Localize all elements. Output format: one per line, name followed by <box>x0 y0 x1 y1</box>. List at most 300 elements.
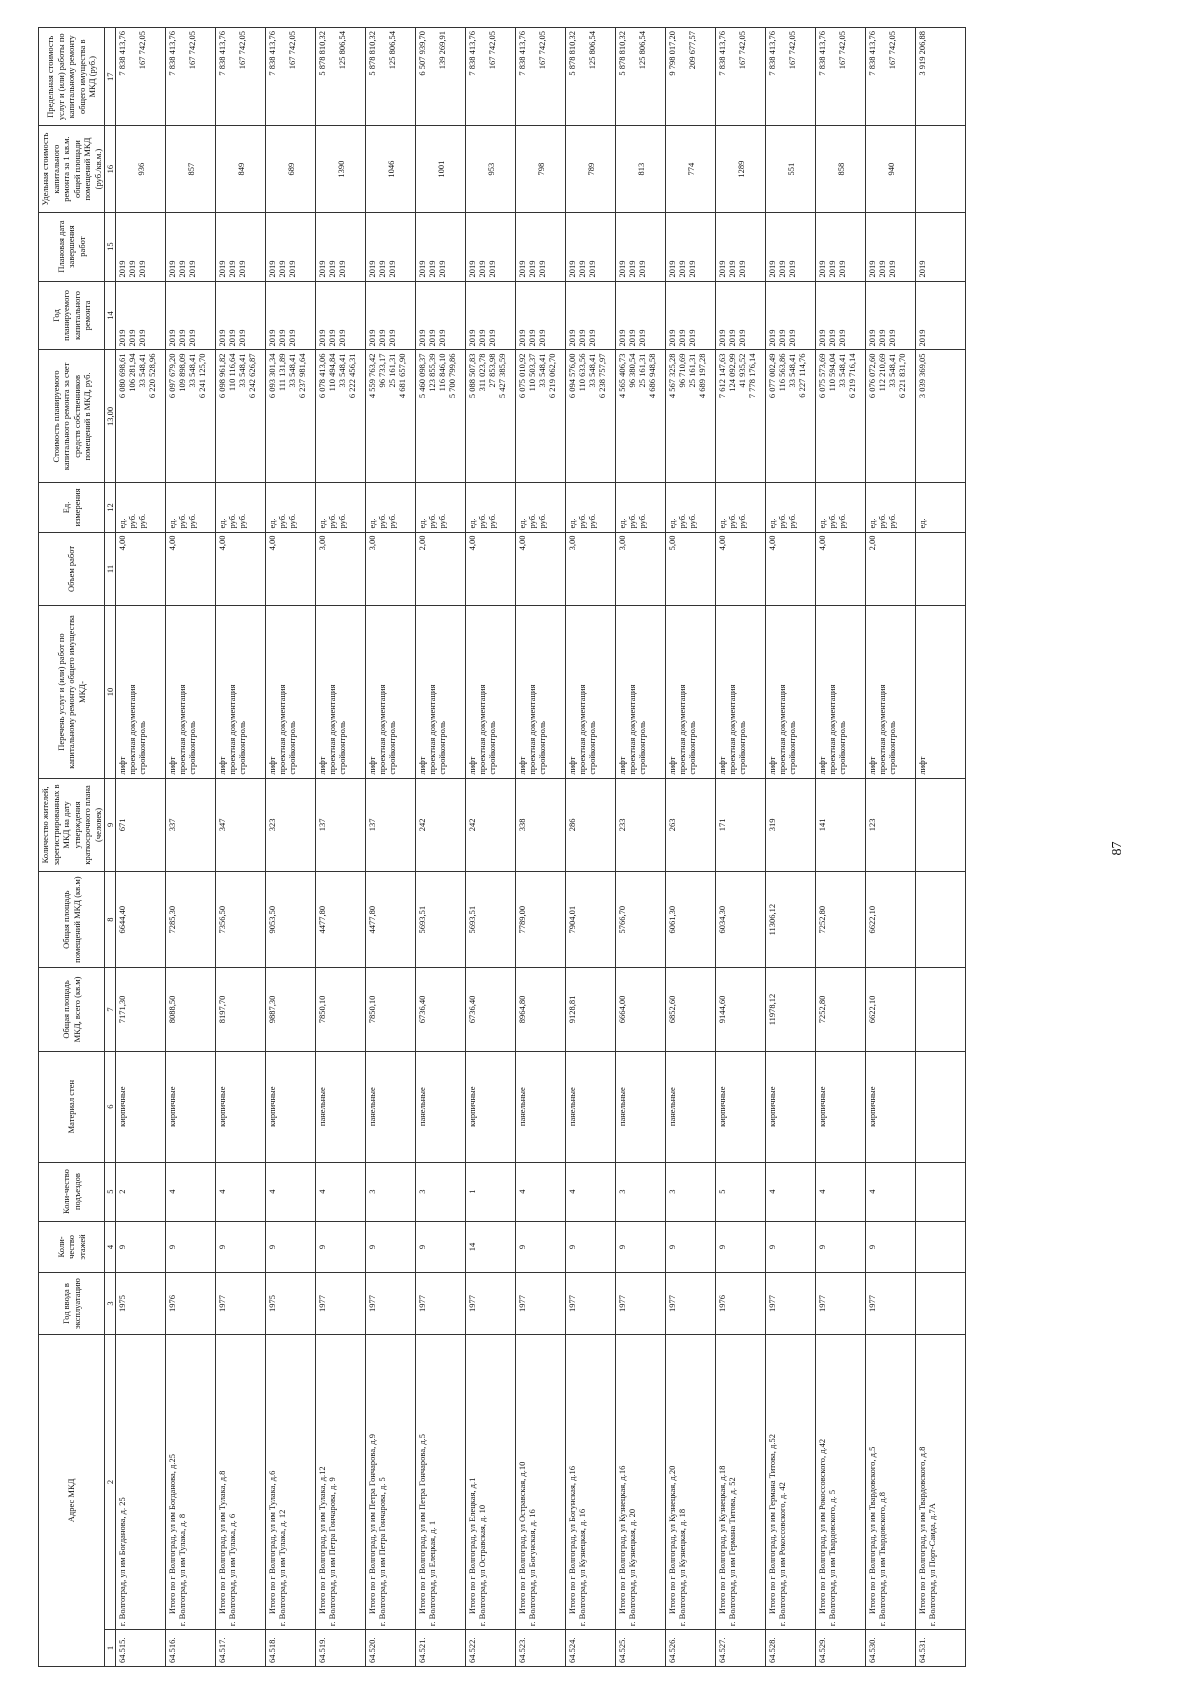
repair-year-item: 2019 <box>637 329 647 347</box>
unit-cost-value: 858 <box>835 162 846 176</box>
table-row <box>416 28 466 1667</box>
header-volume: Объем работ <box>39 532 105 606</box>
floors: 9 <box>266 1221 316 1273</box>
limit-item: 167 742,05 <box>487 31 497 70</box>
limit-item <box>677 31 687 123</box>
repair-year-item: 2019 <box>617 329 627 347</box>
repair-year-item: 2019 <box>527 329 537 347</box>
total-area: 9887,30 <box>266 968 316 1052</box>
completion-year-item: 2019 <box>387 260 397 278</box>
completion-year-item: 2019 <box>287 260 297 278</box>
completion-years <box>116 212 166 281</box>
unit-item: руб. <box>777 513 787 529</box>
completion-year-item: 2019 <box>617 260 627 278</box>
unit-cost <box>616 126 666 212</box>
limit-item <box>427 31 437 123</box>
limit-values <box>716 28 766 127</box>
work-item: лифт <box>717 756 727 775</box>
table-row <box>716 28 766 1667</box>
repair-year-item: 2019 <box>327 329 337 347</box>
limit-values <box>916 28 966 127</box>
entrances: 3 <box>616 1162 666 1221</box>
completion-year-item: 2019 <box>577 260 587 278</box>
completion-year-item: 2019 <box>437 260 447 278</box>
year-built: 1977 <box>766 1273 816 1335</box>
repair-years <box>866 281 916 350</box>
repair-year-item: 2019 <box>687 329 697 347</box>
work-volume: 2,00 <box>416 532 466 606</box>
cost-item: 6 098 961,82 <box>217 353 227 399</box>
work-item: проектная документация <box>177 684 187 775</box>
table-row <box>466 28 516 1667</box>
premises-area <box>916 872 966 968</box>
limit-item: 167 742,05 <box>737 31 747 70</box>
repair-year-item: 2019 <box>537 329 547 347</box>
address-cell <box>166 1334 216 1629</box>
cost-values <box>916 350 966 483</box>
unit-item: руб. <box>137 513 147 529</box>
work-item: стройконтроль <box>487 721 497 775</box>
work-volume: 4,00 <box>766 532 816 606</box>
repair-year-item: 2019 <box>577 329 587 347</box>
completion-year-item: 2019 <box>487 260 497 278</box>
work-item: лифт <box>567 756 577 775</box>
unit-item: ед. <box>317 518 327 529</box>
repair-years <box>916 281 966 350</box>
repair-years <box>416 281 466 350</box>
work-item: лифт <box>317 756 327 775</box>
floors: 9 <box>516 1221 566 1273</box>
cost-item: 6 093 301,34 <box>267 353 277 399</box>
repair-years <box>816 281 866 350</box>
cost-item: 33 548,41 <box>787 353 797 388</box>
unit-cost <box>866 126 916 212</box>
address-cell <box>316 1334 366 1629</box>
work-item: лифт <box>417 756 427 775</box>
repair-year-item: 2019 <box>337 329 347 347</box>
floors: 9 <box>416 1221 466 1273</box>
limit-item: 5 878 810,32 <box>317 31 327 76</box>
units <box>466 483 516 532</box>
year-built: 1977 <box>316 1273 366 1335</box>
work-volume: 4,00 <box>266 532 316 606</box>
unit-item: руб. <box>737 513 747 529</box>
page-number: 87 <box>1110 841 1125 856</box>
col-num: 13,00 <box>105 350 116 483</box>
work-item: стройконтроль <box>587 721 597 775</box>
limit-item: 209 677,57 <box>687 31 697 70</box>
work-item: проектная документация <box>677 684 687 775</box>
repair-year-item: 2019 <box>437 329 447 347</box>
unit-cost <box>466 126 516 212</box>
completion-year-item: 2019 <box>817 260 827 278</box>
unit-cost <box>816 126 866 212</box>
previous-total-label: Итого по г Волгоград, ул им Твардовского, д.5 <box>867 1446 877 1615</box>
unit-item: руб. <box>677 513 687 529</box>
repair-year-item: 2019 <box>587 329 597 347</box>
cost-item: 110 494,84 <box>327 353 337 392</box>
repair-year-item: 2019 <box>667 329 677 347</box>
wall-material: панельные <box>616 1051 666 1162</box>
limit-item: 167 742,05 <box>137 31 147 70</box>
cost-item: 106 281,94 <box>127 353 137 392</box>
wall-material: кирпичные <box>766 1051 816 1162</box>
limit-item: 167 742,05 <box>187 31 197 70</box>
unit-cost <box>516 126 566 212</box>
repair-year-item: 2019 <box>287 329 297 347</box>
header-works-list: Перечень услуг и (или) работ по капитальному ремонту общего имущества МКД- <box>39 606 105 778</box>
completion-year-item: 2019 <box>267 260 277 278</box>
unit-item: руб. <box>237 513 247 529</box>
cost-values <box>416 350 466 483</box>
work-volume <box>916 532 966 606</box>
table-row <box>866 28 916 1667</box>
work-item: лифт <box>817 756 827 775</box>
cost-item: 25 161,31 <box>687 353 697 388</box>
limit-values <box>316 28 366 127</box>
cost-values <box>816 350 866 483</box>
repair-year-item: 2019 <box>777 329 787 347</box>
limit-item: 5 878 810,32 <box>617 31 627 76</box>
repair-year-item: 2019 <box>277 329 287 347</box>
limit-item <box>577 31 587 123</box>
unit-cost-value: 953 <box>485 162 496 176</box>
completion-year-item: 2019 <box>337 260 347 278</box>
cost-item: 110 633,56 <box>577 353 587 392</box>
address-cell <box>516 1334 566 1629</box>
repair-year-item: 2019 <box>487 329 497 347</box>
col-num: 9 <box>105 778 116 872</box>
limit-item: 7 838 413,76 <box>867 31 877 76</box>
repair-year-item: 2019 <box>467 329 477 347</box>
repair-years <box>266 281 316 350</box>
row-number: 64.525. <box>616 1630 666 1667</box>
residents: 671 <box>116 778 166 872</box>
col-num: 11 <box>105 532 116 606</box>
address-cell <box>866 1334 916 1629</box>
completion-year-item: 2019 <box>517 260 527 278</box>
header-unit: Ед. измерения <box>39 483 105 532</box>
cost-item: 6 075 573,69 <box>817 353 827 399</box>
unit-cost <box>366 126 416 212</box>
row-number: 64.530. <box>866 1630 916 1667</box>
cost-item: 110 503,37 <box>527 353 537 392</box>
previous-total-label: Итого по г Волгоград, ул им Твардовского, д.8 <box>917 1446 927 1615</box>
work-item: проектная документация <box>427 684 437 775</box>
unit-cost-value: 849 <box>235 162 246 176</box>
unit-cost <box>216 126 266 212</box>
limit-item: 167 742,05 <box>537 31 547 70</box>
works-list <box>366 606 416 778</box>
work-item: лифт <box>267 756 277 775</box>
limit-item <box>777 31 787 123</box>
limit-item: 7 838 413,76 <box>167 31 177 76</box>
cost-total: 6 220 528,96 <box>147 353 157 399</box>
cost-item: 4 565 406,73 <box>617 353 627 399</box>
residents: 338 <box>516 778 566 872</box>
work-item: стройконтроль <box>537 721 547 775</box>
work-item: проектная документация <box>627 684 637 775</box>
residents: 263 <box>666 778 716 872</box>
limit-item: 125 806,54 <box>587 31 597 70</box>
total-area: 6736,40 <box>416 968 466 1052</box>
repair-year-item: 2019 <box>877 329 887 347</box>
repair-years <box>316 281 366 350</box>
premises-area: 6622,10 <box>866 872 916 968</box>
address-text: г. Волгоград, ул им Петра Гончарова, д. 9 <box>327 1477 337 1627</box>
limit-values <box>816 28 866 127</box>
floors: 9 <box>366 1221 416 1273</box>
total-area: 6852,60 <box>666 968 716 1052</box>
unit-item: ед. <box>267 518 277 529</box>
repair-year-item: 2019 <box>767 329 777 347</box>
limit-item <box>627 31 637 123</box>
limit-item: 3 919 206,88 <box>917 31 927 76</box>
unit-cost <box>766 126 816 212</box>
work-volume: 2,00 <box>866 532 916 606</box>
header-entrances: Коли-чество подъездов <box>39 1162 105 1221</box>
repair-year-item: 2019 <box>567 329 577 347</box>
unit-cost-value: 798 <box>535 162 546 176</box>
cost-values <box>716 350 766 483</box>
completion-year-item: 2019 <box>567 260 577 278</box>
address-text: г. Волгоград, ул Елецкая, д. 1 <box>427 1520 437 1627</box>
unit-item: руб. <box>527 513 537 529</box>
previous-total-label: Итого по г Волгоград, ул Кузнецкая, д.16 <box>617 1465 627 1615</box>
unit-cost <box>416 126 466 212</box>
wall-material: панельные <box>366 1051 416 1162</box>
completion-year-item: 2019 <box>427 260 437 278</box>
wall-material: панельные <box>416 1051 466 1162</box>
completion-year-item: 2019 <box>877 260 887 278</box>
unit-item: руб. <box>187 513 197 529</box>
address-text: г. Волгоград, ул им Тулака, д. 12 <box>277 1509 287 1627</box>
units <box>866 483 916 532</box>
address-cell <box>216 1334 266 1629</box>
floors: 9 <box>116 1221 166 1273</box>
address-text: г. Волгоград, ул им Тулака, д. 6 <box>227 1513 237 1627</box>
unit-item: ед. <box>767 518 777 529</box>
table-row <box>916 28 966 1667</box>
limit-item: 7 838 413,76 <box>267 31 277 76</box>
completion-year-item: 2019 <box>837 260 847 278</box>
completion-year-item: 2019 <box>227 260 237 278</box>
cost-total: 6 222 456,31 <box>347 353 357 399</box>
unit-item: руб. <box>827 513 837 529</box>
completion-year-item: 2019 <box>587 260 597 278</box>
completion-years <box>616 212 666 281</box>
completion-years <box>716 212 766 281</box>
year-built: 1975 <box>116 1273 166 1335</box>
row-number: 64.529. <box>816 1630 866 1667</box>
previous-total-label: Итого по г Волгоград, ул Елецкая, д.1 <box>467 1477 477 1615</box>
units <box>566 483 616 532</box>
cost-item: 6 076 072,60 <box>867 353 877 399</box>
work-volume: 4,00 <box>466 532 516 606</box>
work-item: лифт <box>767 756 777 775</box>
limit-item <box>477 31 487 123</box>
repair-year-item: 2019 <box>187 329 197 347</box>
limit-values <box>166 28 216 127</box>
address-text: г. Волгоград, ул им Рокоссовского, д. 42 <box>777 1482 787 1627</box>
premises-area: 7789,00 <box>516 872 566 968</box>
address-cell <box>616 1334 666 1629</box>
unit-item: руб. <box>277 513 287 529</box>
unit-cost-value: 940 <box>885 162 896 176</box>
repair-years <box>516 281 566 350</box>
wall-material: панельные <box>666 1051 716 1162</box>
cost-item: 6 075 010,92 <box>517 353 527 399</box>
unit-item: ед. <box>717 518 727 529</box>
completion-years <box>866 212 916 281</box>
col-num: 4 <box>105 1221 116 1273</box>
unit-cost-value: 774 <box>685 162 696 176</box>
entrances: 4 <box>866 1162 916 1221</box>
limit-item <box>727 31 737 123</box>
works-list <box>866 606 916 778</box>
col-num: 10 <box>105 606 116 778</box>
unit-item: руб. <box>327 513 337 529</box>
completion-year-item: 2019 <box>367 260 377 278</box>
residents: 123 <box>866 778 916 872</box>
cost-item: 33 548,41 <box>287 353 297 388</box>
work-item: проектная документация <box>327 684 337 775</box>
residents: 137 <box>316 778 366 872</box>
completion-years <box>916 212 966 281</box>
unit-item: ед. <box>417 518 427 529</box>
completion-year-item: 2019 <box>767 260 777 278</box>
unit-cost <box>166 126 216 212</box>
repair-year-item: 2019 <box>717 329 727 347</box>
cost-item: 110 594,04 <box>827 353 837 392</box>
repair-year-item: 2019 <box>227 329 237 347</box>
premises-area: 7904,01 <box>566 872 616 968</box>
table-row <box>266 28 316 1667</box>
completion-year-item: 2019 <box>237 260 247 278</box>
cost-item: 4 567 325,28 <box>667 353 677 399</box>
total-area: 8197,70 <box>216 968 266 1052</box>
total-area <box>916 968 966 1052</box>
cost-item: 33 548,41 <box>187 353 197 388</box>
completion-years <box>766 212 816 281</box>
total-area: 8964,80 <box>516 968 566 1052</box>
unit-item: руб. <box>687 513 697 529</box>
wall-material: кирпичные <box>716 1051 766 1162</box>
cost-values <box>666 350 716 483</box>
repair-years <box>216 281 266 350</box>
floors: 14 <box>466 1221 516 1273</box>
unit-item: ед. <box>867 518 877 529</box>
works-list <box>566 606 616 778</box>
work-item: лифт <box>167 756 177 775</box>
entrances: 4 <box>166 1162 216 1221</box>
repair-year-item: 2019 <box>177 329 187 347</box>
unit-item: ед. <box>667 518 677 529</box>
work-item: лифт <box>117 756 127 775</box>
cost-total: 7 778 176,14 <box>747 353 757 399</box>
repair-year-item: 2019 <box>787 329 797 347</box>
total-area: 7171,30 <box>116 968 166 1052</box>
repair-years <box>466 281 516 350</box>
year-built: 1977 <box>666 1273 716 1335</box>
address-cell <box>766 1334 816 1629</box>
row-number: 64.528. <box>766 1630 816 1667</box>
repair-year-item: 2019 <box>377 329 387 347</box>
cost-item: 3 039 369,05 <box>917 353 927 399</box>
unit-item: ед. <box>817 518 827 529</box>
works-list <box>316 606 366 778</box>
cost-item: 33 548,41 <box>587 353 597 388</box>
repair-year-item: 2019 <box>237 329 247 347</box>
cost-item: 6 078 413,06 <box>317 353 327 399</box>
year-built: 1977 <box>566 1273 616 1335</box>
cost-values <box>366 350 416 483</box>
work-item: проектная документация <box>227 684 237 775</box>
cost-item: 96 710,69 <box>677 353 687 388</box>
limit-item: 125 806,54 <box>637 31 647 70</box>
completion-year-item: 2019 <box>677 260 687 278</box>
row-number: 64.527. <box>716 1630 766 1667</box>
floors: 9 <box>166 1221 216 1273</box>
cost-item: 5 088 507,83 <box>467 353 477 399</box>
cost-item: 109 898,09 <box>177 353 187 392</box>
unit-cost-value: 857 <box>185 162 196 176</box>
completion-year-item: 2019 <box>787 260 797 278</box>
units <box>666 483 716 532</box>
col-num: 5 <box>105 1162 116 1221</box>
cost-item: 96 380,54 <box>627 353 637 388</box>
unit-item: руб. <box>577 513 587 529</box>
address-text: г. Волгоград, ул им Твардовского, д. 5 <box>827 1489 837 1627</box>
unit-item: ед. <box>467 518 477 529</box>
table-row <box>516 28 566 1667</box>
previous-total-label: Итого по г Волгоград, ул им Богданова, д.25 <box>167 1454 177 1615</box>
wall-material: кирпичные <box>866 1051 916 1162</box>
table-row <box>666 28 716 1667</box>
wall-material: кирпичные <box>116 1051 166 1162</box>
completion-year-item: 2019 <box>627 260 637 278</box>
header-repair-year: Год планируемого капитального ремонта <box>39 281 105 350</box>
limit-item: 7 838 413,76 <box>217 31 227 76</box>
cost-total: 6 242 626,87 <box>247 353 257 399</box>
address-text: г. Волгоград, ул им Германа Титова, д. 52 <box>727 1477 737 1627</box>
work-item: проектная документация <box>127 684 137 775</box>
header-residents: Количество жителей, зарегистрированных в МКД на дату утверждения краткосрочного плана (человек) <box>39 778 105 872</box>
completion-year-item: 2019 <box>667 260 677 278</box>
limit-item <box>277 31 287 123</box>
row-number: 64.524. <box>566 1630 616 1667</box>
repair-years <box>366 281 416 350</box>
unit-item: руб. <box>387 513 397 529</box>
cost-total: 4 689 197,28 <box>697 353 707 399</box>
limit-values <box>466 28 516 127</box>
work-item: стройконтроль <box>187 721 197 775</box>
cost-item: 116 846,10 <box>437 353 447 392</box>
unit-item: ед. <box>517 518 527 529</box>
unit-item: ед. <box>167 518 177 529</box>
header-limit-cost: Предельная стоимость услуг и (или) работы по капитальному ремонту общего имущества в МКД (руб.) <box>39 28 105 127</box>
repair-year-item: 2019 <box>817 329 827 347</box>
year-built: 1977 <box>616 1273 666 1335</box>
year-built <box>916 1273 966 1335</box>
capital-repair-table <box>38 27 966 1667</box>
unit-cost-value: 551 <box>785 162 796 176</box>
row-number: 64.523. <box>516 1630 566 1667</box>
completion-year-item: 2019 <box>887 260 897 278</box>
residents: 323 <box>266 778 316 872</box>
total-area: 8088,50 <box>166 968 216 1052</box>
completion-year-item: 2019 <box>737 260 747 278</box>
